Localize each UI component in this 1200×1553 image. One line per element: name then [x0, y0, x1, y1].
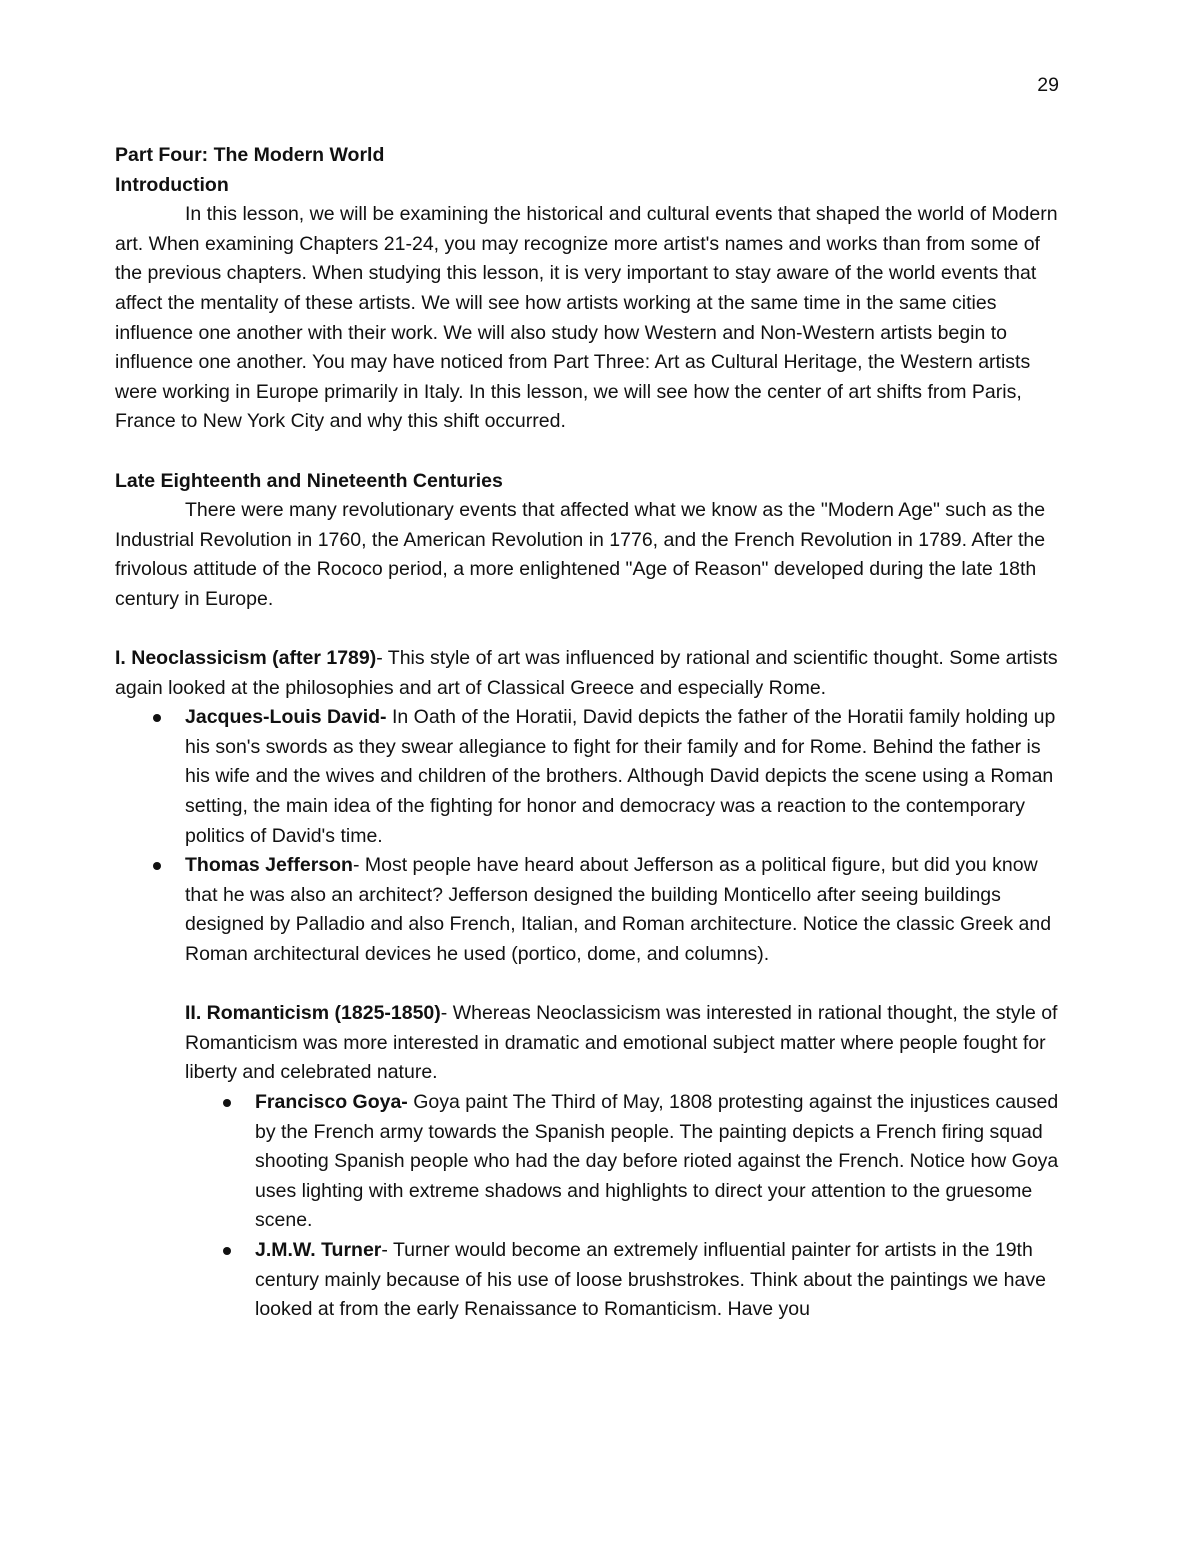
artist-name: Thomas Jefferson	[185, 854, 353, 877]
page-number: 29	[1037, 74, 1059, 96]
bullet-icon	[223, 1247, 231, 1255]
late-18th-19th-paragraph: There were many revolutionary events that affected what we know as the "Modern Age" such as the Industrial Revolution in 1760, the American Revolution in 1776, and the French Revolution in 1789. After the frivolous attitude of the Rococo period, a more enlightened "Age of Reason" developed during the late 18th century in Europe.	[115, 499, 1046, 610]
list-item	[115, 703, 1065, 851]
list-item	[115, 851, 1065, 969]
late-18th-19th-section	[115, 467, 1065, 615]
artist-name: Jacques-Louis David-	[185, 706, 387, 729]
romanticism-section	[115, 999, 1065, 1325]
late-18th-19th-heading: Late Eighteenth and Nineteenth Centuries	[115, 469, 503, 492]
bullet-icon	[223, 1099, 231, 1107]
spacer	[115, 970, 1065, 1000]
romanticism-title: II. Romanticism (1825-1850)	[185, 1002, 441, 1025]
artist-name: Francisco Goya-	[255, 1091, 408, 1113]
neoclassicism-section	[115, 644, 1065, 970]
neoclassicism-title: I. Neoclassicism (after 1789)	[115, 647, 377, 670]
neoclassicism-paragraph	[115, 644, 1065, 703]
artist-description: In Oath of the Horatii, David depicts the father of the Horatii family holding up his son's swords as they swear allegiance to fight for their family and for Rome. Behind the father is his wife and the wives and children of the brothers. Although David depicts the scene using a Roman setting, the main idea of the fighting for honor and democracy was a reaction to the contemporary politics of David's time.	[185, 706, 1056, 847]
document-body	[115, 141, 1065, 1325]
bullet-icon	[153, 862, 161, 870]
introduction-section	[115, 171, 1065, 437]
list-item	[185, 1236, 1065, 1325]
introduction-paragraph: In this lesson, we will be examining the historical and cultural events that shaped the world of Modern art. When examining Chapters 21-24, you may recognize more artist's names and works than from some of the previous chapters. When studying this lesson, it is very important to stay aware of the world events that affect the mentality of these artists. We will see how artists working at the same time in the same cities influence one another with their work. We will also study how Western and Non-Western artists begin to influence one another. You may have noticed from Part Three: Art as Cultural Heritage, the Western artists were working in Europe primarily in Italy. In this lesson, we will see how the center of art shifts from Paris, France to New York City and why this shift occurred.	[115, 203, 1058, 433]
artist-name: J.M.W. Turner	[255, 1238, 382, 1261]
romanticism-paragraph	[185, 999, 1065, 1088]
introduction-heading: Introduction	[115, 173, 229, 196]
bullet-icon	[153, 714, 161, 722]
romanticism-list	[185, 1088, 1065, 1325]
artist-description: Goya paint The Third of May, 1808 protesting against the injustices caused by the French army towards the Spanish people. The painting depicts a French firing squad shooting Spanish people who had the day before rioted against the French. Notice how Goya uses lighting with extreme shadows and highlights to direct your attention to the gruesome scene.	[255, 1091, 1059, 1232]
neoclassicism-text: - This style of art was influenced by rational and scientific thought. Some artists again looked at the philosophies and art of Classical Greece and especially Rome.	[115, 647, 1058, 699]
neoclassicism-list	[115, 703, 1065, 969]
list-item	[185, 1088, 1065, 1236]
artist-description: - Most people have heard about Jefferson as a political figure, but did you know that he was also an architect? Jefferson designed the building Monticello after seeing buildings designed by Palladio and also French, Italian, and Roman architecture. Notice the classic Greek and Roman architectural devices he used (portico, dome, and columns).	[185, 854, 1052, 966]
part-title: Part Four: The Modern World	[115, 144, 385, 166]
artist-description: - Turner would become an extremely influential painter for artists in the 19th century mainly because of his use of loose brushstrokes. Think about the paintings we have looked at from the early Renaissance to Romanticism. Have you	[255, 1238, 1046, 1321]
romanticism-text: - Whereas Neoclassicism was interested in rational thought, the style of Romanticism was more interested in dramatic and emotional subject matter where people fought for liberty and celebrated nature.	[185, 1002, 1058, 1084]
